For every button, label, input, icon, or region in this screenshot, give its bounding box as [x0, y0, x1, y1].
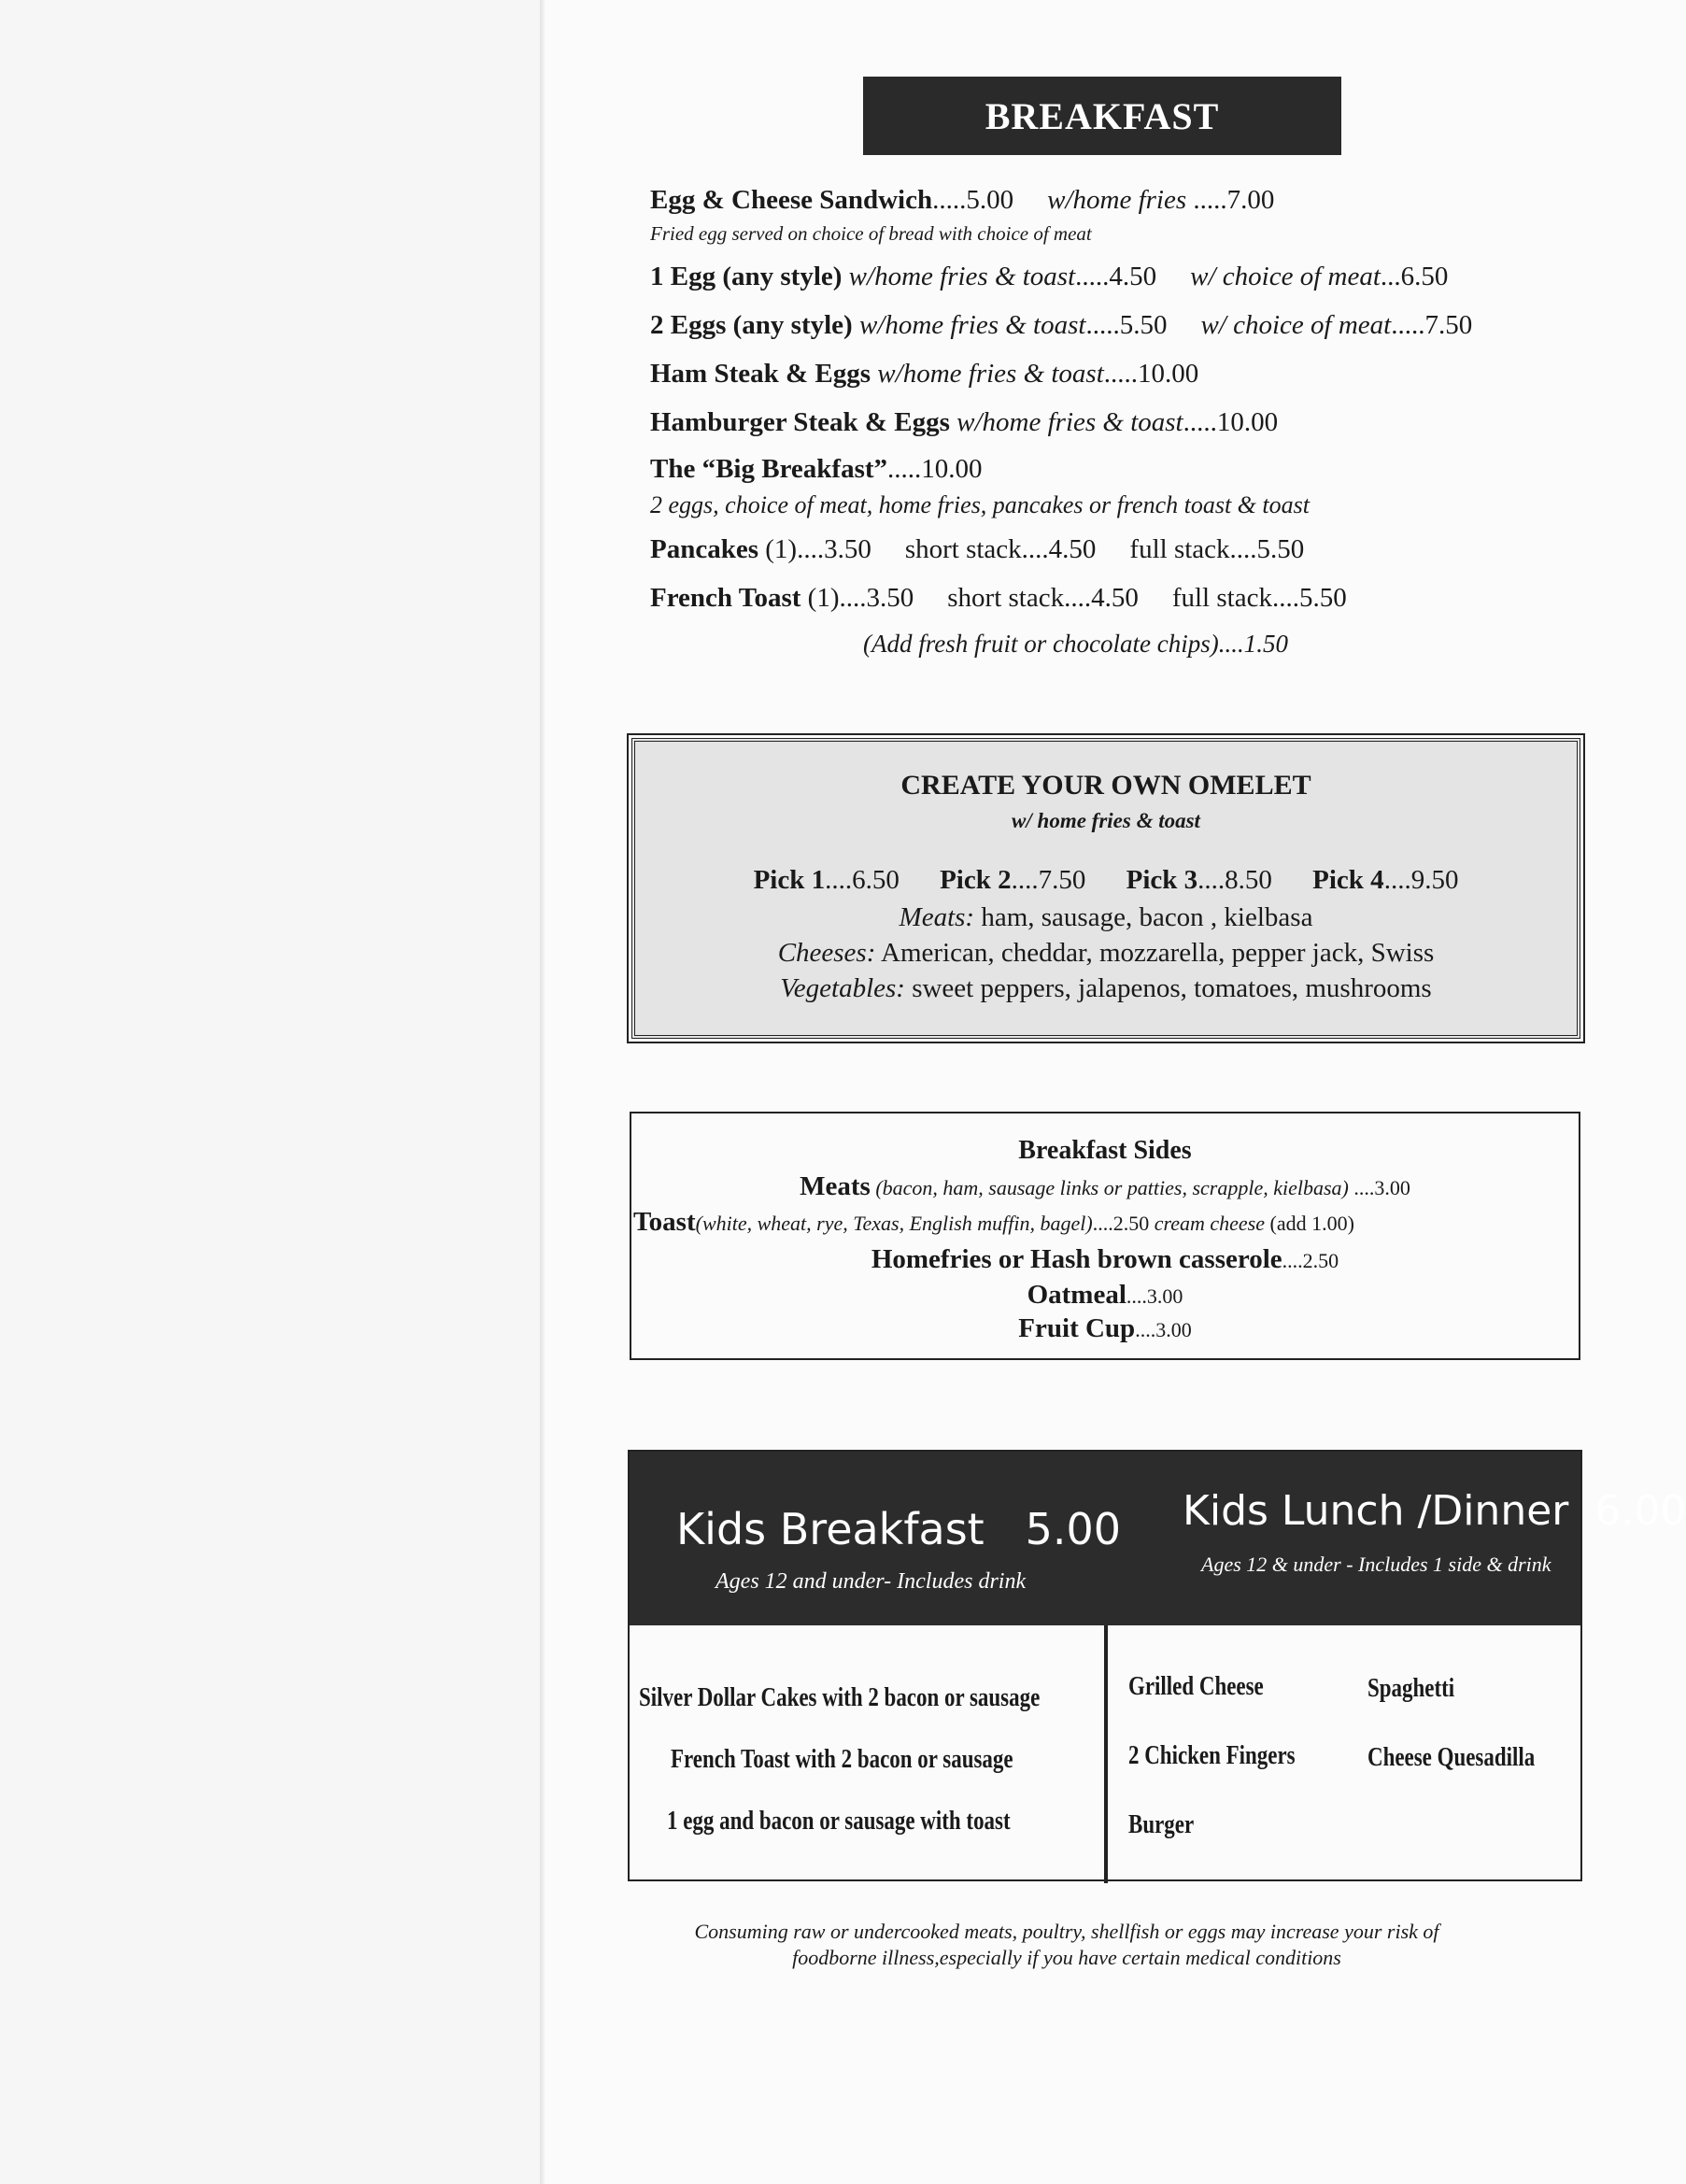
kids-breakfast-item: French Toast with 2 bacon or sausage	[671, 1745, 1013, 1774]
item-price: .....10.00	[1103, 359, 1199, 389]
menu-item-two-eggs	[650, 310, 1472, 341]
meats-label: Meats:	[899, 902, 975, 932]
item-full-stack: full stack....5.50	[1171, 583, 1347, 613]
pick-label: Pick 1	[753, 865, 826, 895]
omelet-cheeses	[635, 938, 1577, 969]
pick-price: ....7.50	[1011, 865, 1086, 895]
pick-price: ....9.50	[1383, 865, 1459, 895]
vegetables-list: sweet peppers, jalapenos, tomatoes, mushrooms	[904, 973, 1432, 1003]
side-desc: (bacon, ham, sausage links or patties, scrapple, kielbasa)	[870, 1176, 1349, 1199]
item-short-stack: short stack....4.50	[904, 534, 1097, 564]
omelet-vegetables	[635, 973, 1577, 1004]
item-name: 1 Egg (any style)	[650, 262, 843, 291]
kids-lunch-item: 2 Chicken Fingers	[1128, 1741, 1296, 1770]
kids-price: 6.00	[1594, 1487, 1686, 1535]
side-name: Meats	[800, 1171, 871, 1201]
omelet-picks	[635, 865, 1577, 896]
item-price: .....5.50	[1085, 310, 1168, 340]
item-single-price: (1)....3.50	[758, 534, 871, 564]
item-name: 2 Eggs (any style)	[650, 310, 853, 340]
side-price: ....2.50	[1282, 1249, 1339, 1272]
side-desc: (white, wheat, rye, Texas, English muffin, bagel)	[695, 1212, 1093, 1235]
item-price: .....10.00	[1183, 407, 1279, 437]
item-full-stack: full stack....5.50	[1129, 534, 1305, 564]
item-price: .....5.00	[932, 185, 1014, 215]
kids-lunch-item: Spaghetti	[1367, 1674, 1455, 1703]
omelet-subtitle: w/ home fries & toast	[1012, 809, 1200, 832]
side-name: Fruit Cup	[1018, 1313, 1136, 1343]
notice-line: foodborne illness,especially if you have certain medical conditions	[792, 1946, 1341, 1969]
omelet-box	[631, 738, 1580, 1039]
kids-lunch-title	[1183, 1487, 1686, 1535]
kids-title-text: Kids Lunch /Dinner	[1183, 1487, 1569, 1535]
item-name: Ham Steak & Eggs	[650, 359, 871, 389]
kids-breakfast-title	[676, 1504, 1121, 1554]
pick-option	[1126, 865, 1272, 895]
menu-page	[545, 0, 1686, 2184]
pick-option	[754, 865, 900, 895]
menu-item-ham-steak	[650, 359, 1198, 390]
kids-breakfast-item: 1 egg and bacon or sausage with toast	[667, 1807, 1011, 1836]
item-option2-price: .....7.50	[1391, 310, 1473, 340]
notice-line: Consuming raw or undercooked meats, poultry, shellfish or eggs may increase your risk of	[694, 1920, 1439, 1943]
item-option: w/home fries & toast	[842, 262, 1076, 291]
item-option: w/home fries & toast	[852, 310, 1086, 340]
meats-list: ham, sausage, bacon , kielbasa	[974, 902, 1313, 932]
side-name: Toast	[633, 1207, 696, 1237]
kids-lunch-subtitle: Ages 12 & under - Includes 1 side & drink	[1201, 1553, 1551, 1576]
left-blank-page	[0, 0, 540, 2184]
menu-item-french-toast	[650, 583, 1347, 614]
item-description: 2 eggs, choice of meat, home fries, pancakes or french toast & toast	[650, 491, 1310, 518]
item-option: w/home fries & toast	[949, 407, 1183, 437]
side-extra-price: (add 1.00)	[1265, 1212, 1354, 1235]
menu-item-one-egg	[650, 262, 1448, 292]
side-price: ....3.00	[1135, 1318, 1192, 1341]
addon-note: (Add fresh fruit or chocolate chips)....1.50	[863, 630, 1288, 658]
item-short-stack: short stack....4.50	[947, 583, 1139, 613]
kids-menu-box	[628, 1450, 1686, 1881]
health-notice	[545, 1919, 1588, 1971]
vegetables-label: Vegetables:	[780, 973, 905, 1003]
pick-label: Pick 3	[1126, 865, 1198, 895]
menu-item-egg-cheese-sandwich	[650, 185, 1274, 216]
side-meats	[631, 1171, 1579, 1202]
menu-item-pancakes	[650, 534, 1304, 565]
item-description: Fried egg served on choice of bread with choice of meat	[650, 222, 1092, 245]
kids-lunch-item: Cheese Quesadilla	[1367, 1743, 1536, 1772]
item-name: Pancakes	[650, 534, 758, 564]
side-price: ....3.00	[1348, 1176, 1410, 1199]
item-name: The “Big Breakfast”	[650, 454, 888, 484]
item-option2: w/ choice of meat	[1200, 310, 1392, 340]
item-name: Hamburger Steak & Eggs	[650, 407, 950, 437]
cheeses-label: Cheeses:	[777, 938, 876, 968]
pick-option	[940, 865, 1085, 895]
side-oatmeal	[631, 1280, 1579, 1311]
side-homefries	[631, 1244, 1579, 1275]
kids-breakfast-subtitle: Ages 12 and under- Includes drink	[715, 1569, 1027, 1594]
kids-price: 5.00	[1025, 1504, 1122, 1554]
item-option2-price: ...6.50	[1380, 262, 1449, 291]
kids-lunch-item: Grilled Cheese	[1128, 1672, 1264, 1701]
kids-header	[630, 1452, 1686, 1625]
omelet-title: CREATE YOUR OWN OMELET	[900, 770, 1311, 801]
sides-title: Breakfast Sides	[1018, 1136, 1192, 1165]
menu-item-big-breakfast	[650, 454, 983, 485]
kids-title-text: Kids Breakfast	[676, 1504, 985, 1554]
omelet-meats	[635, 902, 1577, 933]
item-option: w/home fries	[1047, 185, 1187, 215]
side-toast	[633, 1207, 1354, 1238]
side-name: Oatmeal	[1027, 1280, 1126, 1310]
item-option2: w/ choice of meat	[1190, 262, 1381, 291]
kids-lunch-item: Burger	[1128, 1810, 1195, 1839]
item-name: French Toast	[650, 583, 801, 613]
cheeses-list: American, cheddar, mozzarella, pepper jack, Swiss	[875, 938, 1435, 968]
item-option-price: .....7.00	[1186, 185, 1275, 215]
kids-divider	[1104, 1625, 1108, 1883]
side-price: ....3.00	[1126, 1284, 1183, 1308]
item-option: w/home fries & toast	[871, 359, 1104, 389]
side-fruit-cup	[631, 1313, 1579, 1344]
item-price: .....10.00	[887, 454, 983, 484]
breakfast-title: BREAKFAST	[863, 77, 1341, 155]
breakfast-sides-box	[630, 1112, 1580, 1360]
pick-price: ....8.50	[1197, 865, 1272, 895]
menu-item-hamburger-steak	[650, 407, 1278, 438]
pick-option	[1312, 865, 1458, 895]
pick-label: Pick 4	[1312, 865, 1384, 895]
side-extra: cream cheese	[1149, 1212, 1266, 1235]
pick-label: Pick 2	[940, 865, 1012, 895]
item-single-price: (1)....3.50	[800, 583, 914, 613]
side-price: ....2.50	[1092, 1212, 1150, 1235]
kids-breakfast-item: Silver Dollar Cakes with 2 bacon or sausage	[639, 1683, 1041, 1712]
item-price: .....4.50	[1075, 262, 1157, 291]
pick-price: ....6.50	[825, 865, 900, 895]
item-name: Egg & Cheese Sandwich	[650, 185, 933, 215]
side-name: Homefries or Hash brown casserole	[871, 1244, 1282, 1274]
